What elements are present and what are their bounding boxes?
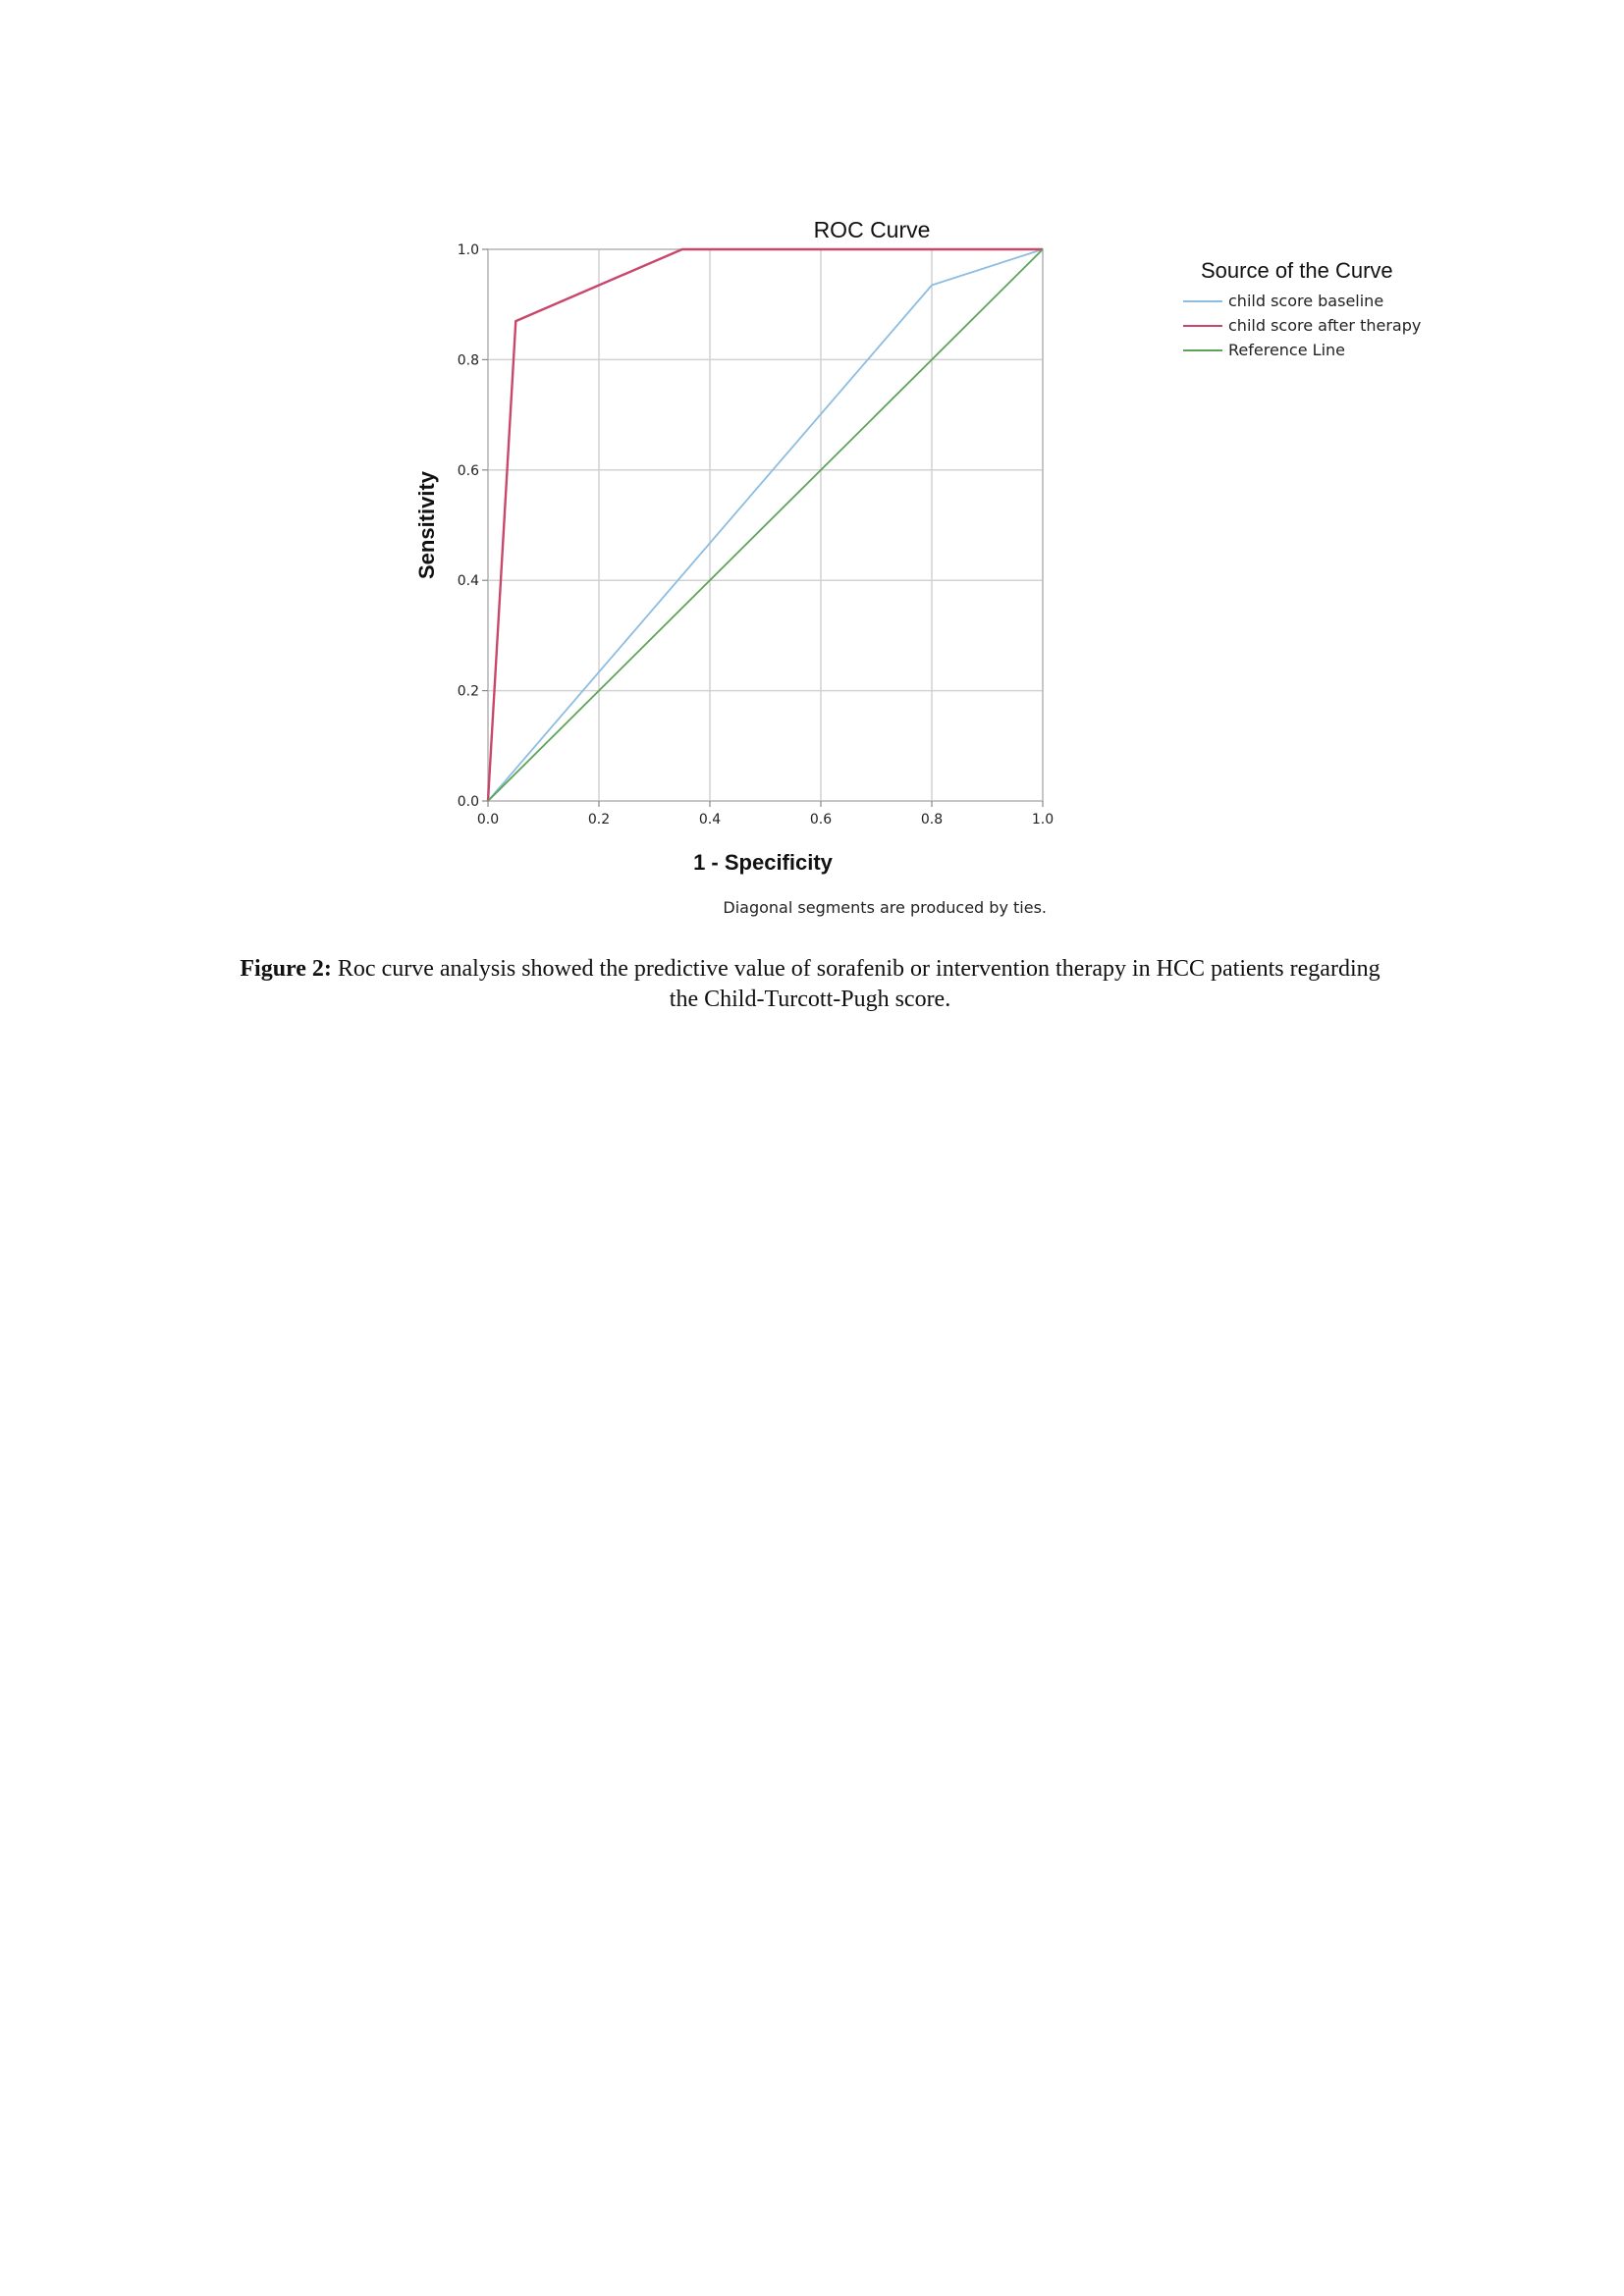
roc-chart (0, 0, 1624, 942)
legend-label-reference-line: Reference Line (1228, 341, 1345, 359)
x-tick-label-4: 0.8 (920, 812, 944, 828)
y-tick-label-3: 0.6 (457, 462, 479, 479)
x-tick-label-3: 0.6 (809, 812, 833, 828)
y-tick-label-4: 0.8 (457, 352, 479, 369)
chart-title: ROC Curve (813, 217, 931, 242)
series-layer (488, 249, 1043, 801)
figure-caption (236, 954, 1384, 1015)
y-axis-title: Sensitivity (414, 470, 439, 580)
legend-title: Source of the Curve (1201, 258, 1393, 283)
x-axis-title: 1 - Specificity (693, 850, 833, 875)
legend (1183, 258, 1421, 359)
y-tick-label-0: 0.0 (457, 794, 479, 810)
x-tick-labels (477, 801, 1054, 828)
x-tick-label-2: 0.4 (698, 812, 722, 828)
ties-note: Diagonal segments are produced by ties. (723, 898, 1047, 917)
y-tick-label-1: 0.2 (457, 683, 479, 700)
legend-items (1183, 292, 1421, 359)
series-line-reference-line (488, 249, 1043, 801)
legend-label-child-score-after-therapy: child score after therapy (1228, 316, 1422, 335)
caption-text: Roc curve analysis showed the predictive value of sorafenib or intervention therapy in HCC patients regarding the Child-Turcott-Pugh score. (331, 956, 1380, 1012)
y-tick-labels (458, 242, 488, 810)
y-tick-label-2: 0.4 (457, 573, 479, 590)
x-tick-label-5: 1.0 (1031, 812, 1055, 828)
legend-label-child-score-baseline: child score baseline (1228, 292, 1384, 310)
x-tick-label-1: 0.2 (587, 812, 611, 828)
y-tick-label-5: 1.0 (457, 242, 479, 258)
x-tick-label-0: 0.0 (476, 812, 500, 828)
caption-label: Figure 2: (240, 956, 332, 982)
